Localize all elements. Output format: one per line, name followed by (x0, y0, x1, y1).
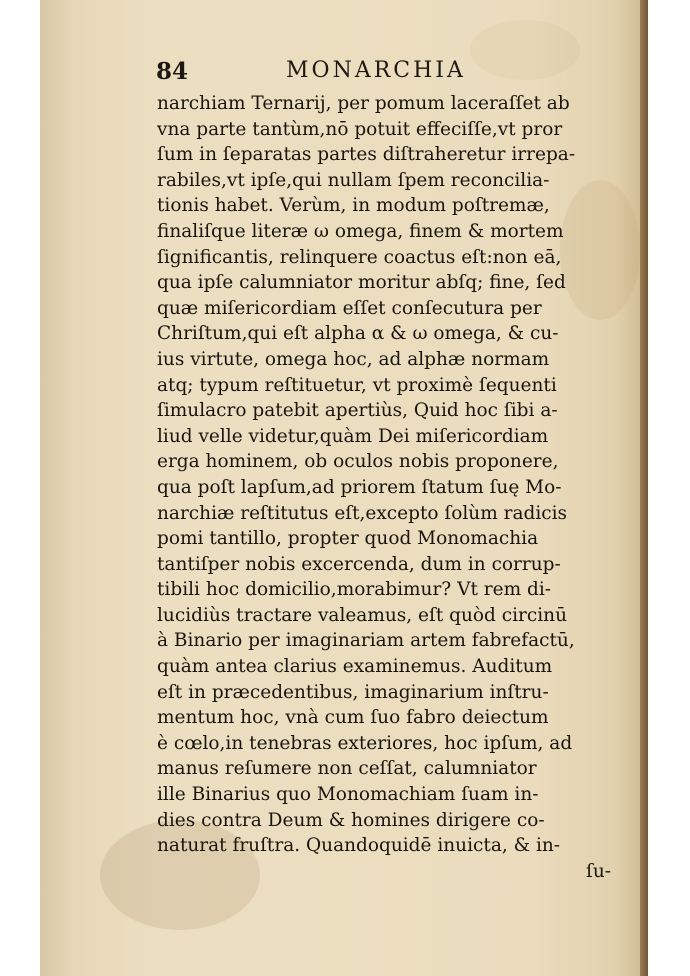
text-line: tantiſper nobis excercenda, dum in corrup- (157, 553, 561, 575)
text-line: ſignificantis, relinquere coactus eſt:non eā, (157, 246, 562, 268)
text-line: ſum in ſeparatas partes diſtraheretur irrepa- (157, 144, 576, 166)
text-line: ille Binarius quo Monomachiam ſuam in- (157, 784, 539, 806)
text-line: qua poſt lapſum,ad priorem ſtatum ſuę Mo- (157, 476, 562, 498)
text-line: erga hominem, ob oculos nobis proponere, (157, 451, 559, 473)
text-line: tionis habet. Verùm, in modum poſtremæ, (157, 195, 550, 217)
text-line: à Binario per imaginariam artem fabrefactū, (157, 630, 575, 652)
running-head (156, 58, 626, 88)
body-text (157, 91, 617, 884)
text-line: quàm antea clarius examinemus. Auditum (157, 656, 553, 678)
text-line: manus reſumere non ceſſat, calumniator (157, 758, 537, 780)
folio-number: 84 (156, 58, 189, 85)
text-line: narchiam Ternarij, per pomum laceraſſet ab (157, 93, 570, 114)
text-line: lucidiùs tractare valeamus, eſt quòd circinū (157, 604, 568, 626)
text-line: rabiles,vt ipſe,qui nullam ſpem reconcilia- (157, 169, 550, 191)
catchword: ſu- (585, 860, 611, 882)
text-line: ius virtute, omega hoc, ad alphæ normam (157, 348, 550, 370)
text-line: mentum hoc, vnà cum ſuo fabro deiectum (157, 707, 549, 729)
text-line: vna parte tantùm,nō potuit effeciſſe,vt pror (157, 118, 563, 140)
text-line: finaliſque literæ ω omega, finem & mortem (157, 220, 564, 242)
margin-background (648, 0, 690, 976)
text-line: naturat fruſtra. Quandoquidē inuicta, & in- (157, 835, 561, 857)
text-line: liud velle videtur,quàm Dei miſericordiam (157, 425, 549, 447)
text-line: pomi tantillo, propter quod Monomachia (157, 528, 539, 550)
text-line: è cœlo,in tenebras exteriores, hoc ipſum, ad (157, 732, 573, 754)
running-title: MONARCHIA (286, 58, 466, 83)
text-line: ſimulacro patebit apertiùs, Quid hoc ſibi a- (157, 400, 558, 422)
text-line: narchiæ reſtitutus eſt,excepto ſolùm radicis (157, 502, 568, 524)
text-line: Chriſtum,qui eſt alpha α & ω omega, & cu- (157, 323, 559, 345)
text-line: quæ miſericordiam eſſet conſecutura per (157, 297, 542, 319)
text-line: atq; typum reſtituetur, vt proximè ſequenti (157, 374, 557, 396)
text-line: eſt in præcedentibus, imaginarium inſtru- (157, 681, 549, 703)
page-edge (640, 0, 648, 976)
text-line: qua ipſe calumniator moritur abſq; fine, ſed (157, 272, 566, 294)
text-line: dies contra Deum & homines dirigere co- (157, 809, 545, 831)
text-line: tibili hoc domicilio,morabimur? Vt rem di- (157, 579, 552, 601)
